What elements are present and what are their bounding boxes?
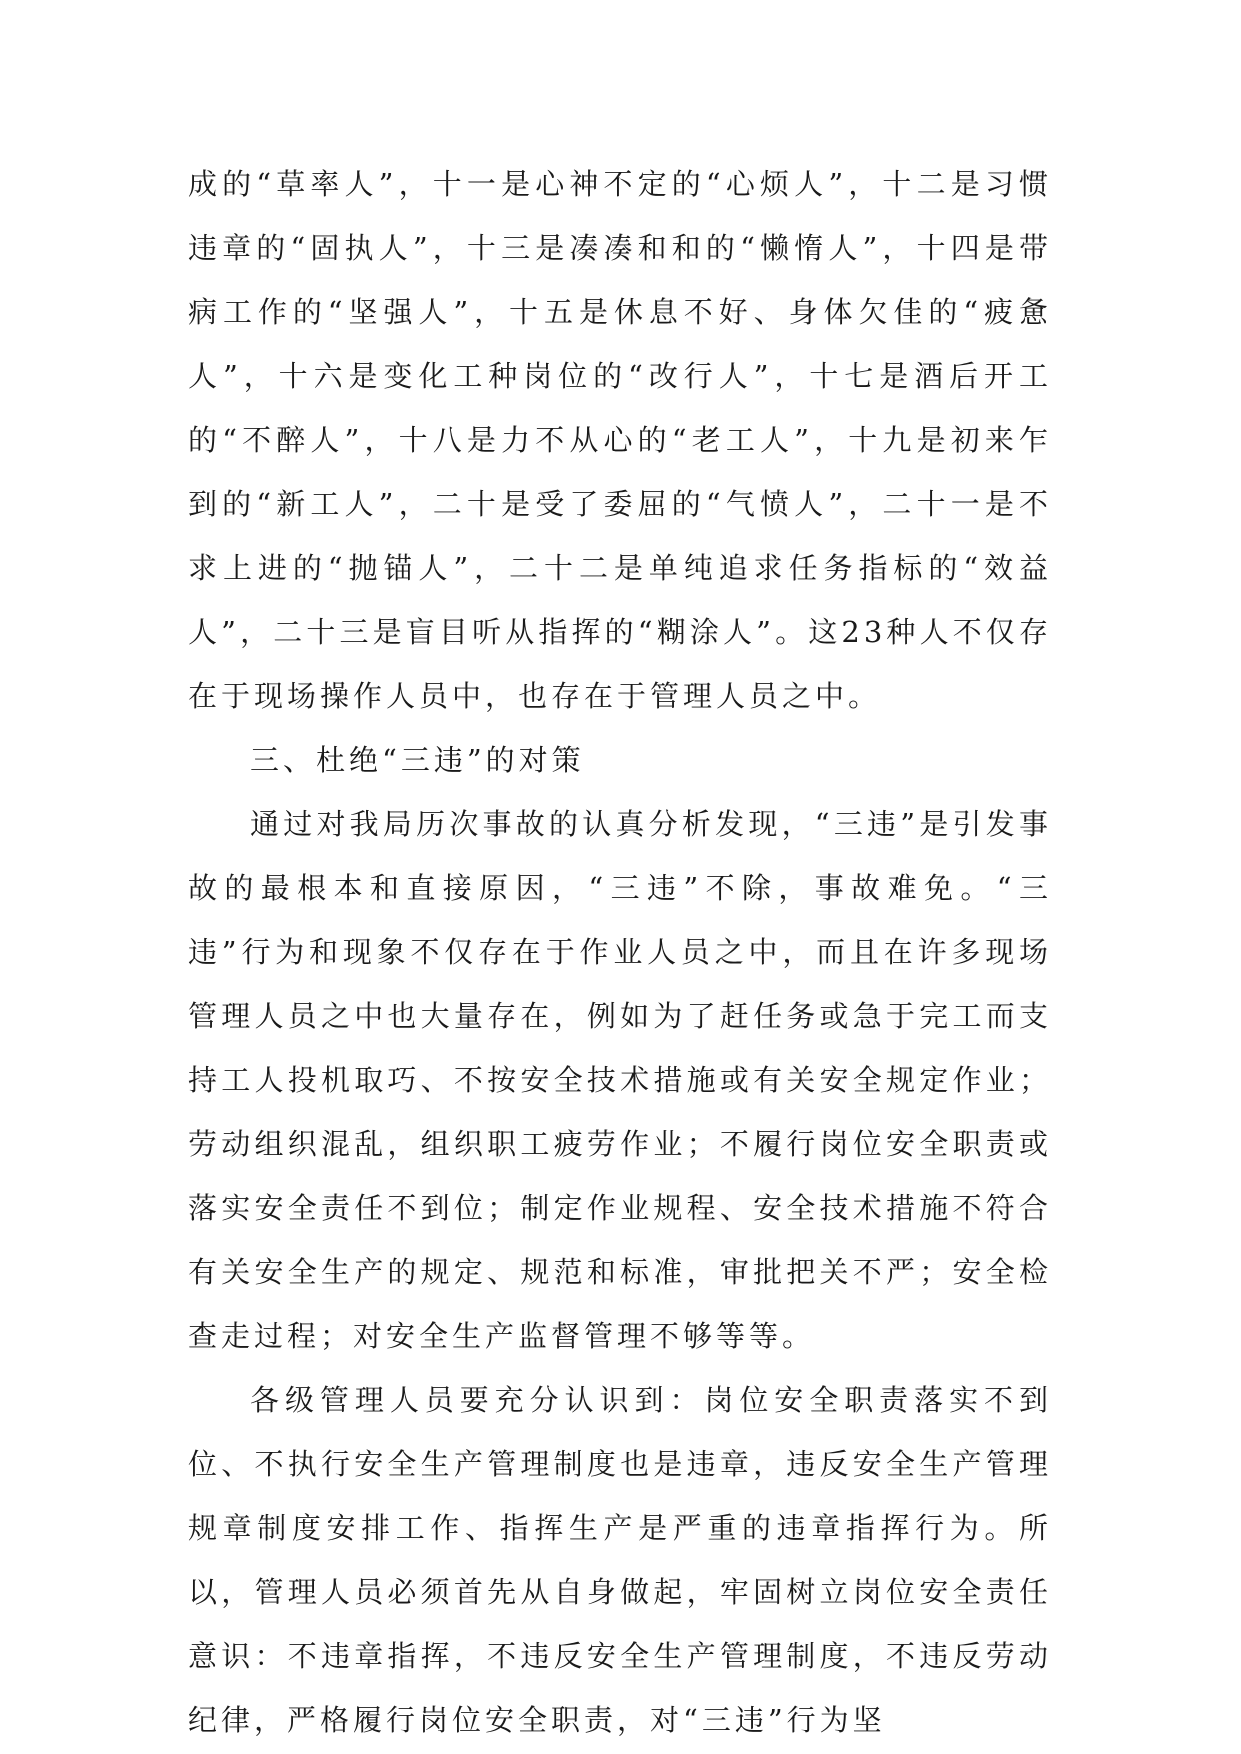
paragraph-management: 各级管理人员要充分认识到：岗位安全职责落实不到位、不执行安全生产管理制度也是违章，违反安全生产管理规章制度安排工作、指挥生产是严重的违章指挥行为。所以，管理人员必须首先从自身做起，牢固树立岗位安全责任意识：不违章指挥，不违反安全生产管理制度，不违反劳动纪律，严格履行岗位安全职责，对“三违”行为坚	[188, 1383, 1052, 1737]
paragraph-continuation: 成的“草率人”，十一是心神不定的“心烦人”，十二是习惯违章的“固执人”，十三是凑凑和和的“懒惰人”，十四是带病工作的“坚强人”，十五是休息不好、身体欠佳的“疲惫人”，十六是变化工种岗位的“改行人”，十七是酒后开工的“不醉人”，十八是力不从心的“老工人”，十九是初来乍到的“新工人”，二十是受了委屈的“气愤人”，二十一是不求上进的“抛锚人”，二十二是单纯追求任务指标的“效益人”，二十三是盲目听从指挥的“糊涂人”。这23种人不仅存在于现场操作人员中，也存在于管理人员之中。	[188, 167, 1052, 713]
section-heading: 三、杜绝“三违”的对策	[250, 743, 585, 777]
paragraph-analysis: 通过对我局历次事故的认真分析发现，“三违”是引发事故的最根本和直接原因，“三违”不除，事故难免。“三违”行为和现象不仅存在于作业人员之中，而且在许多现场管理人员之中也大量存在，例如为了赶任务或急于完工而支持工人投机取巧、不按安全技术措施或有关安全规定作业；劳动组织混乱，组织职工疲劳作业；不履行岗位安全职责或落实安全责任不到位；制定作业规程、安全技术措施不符合有关安全生产的规定、规范和标准，审批把关不严；安全检查走过程；对安全生产监督管理不够等等。	[188, 807, 1052, 1353]
document-body	[188, 152, 1052, 1752]
